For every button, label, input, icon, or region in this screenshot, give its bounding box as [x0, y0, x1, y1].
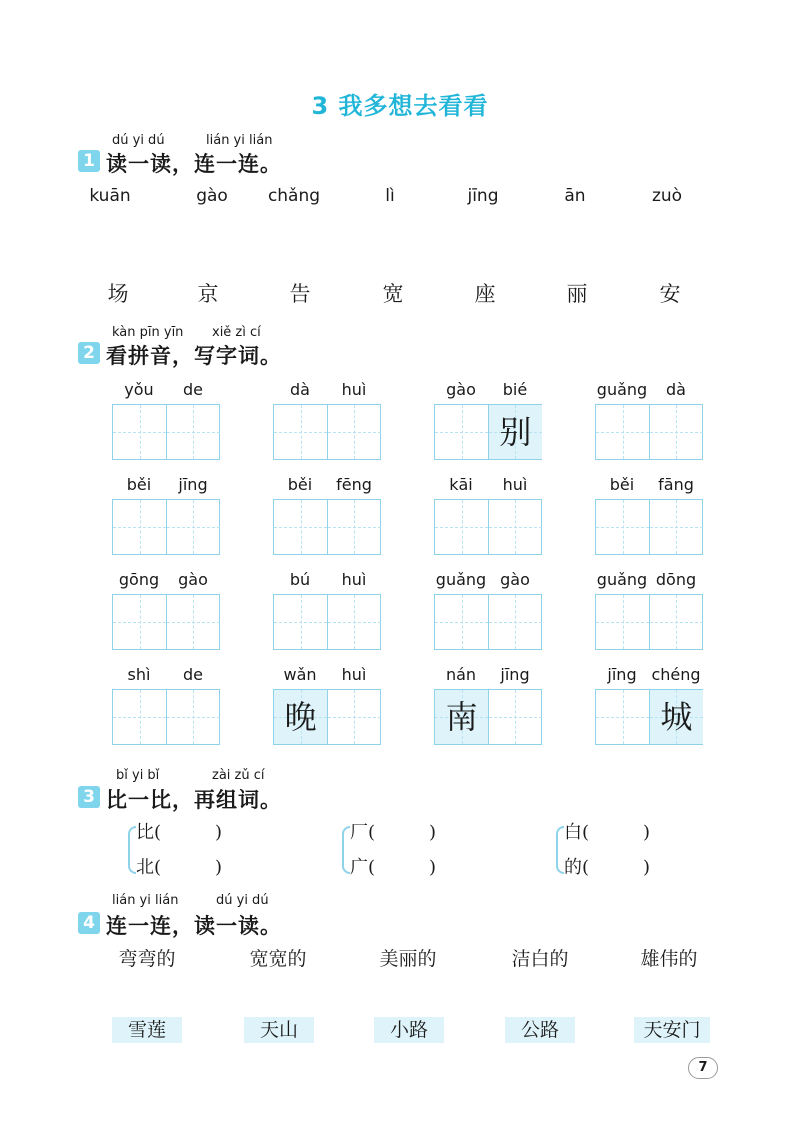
tianzige-box — [112, 594, 220, 650]
tianzige-pinyin: gào — [178, 570, 208, 589]
tianzige-cell[interactable] — [649, 690, 702, 744]
tianzige-cell[interactable] — [327, 595, 380, 649]
tianzige-cell[interactable] — [435, 690, 488, 744]
s1-pinyin-5[interactable]: jīng — [467, 186, 499, 206]
section-1-number: 1 — [78, 150, 100, 172]
tianzige-pinyin: fāng — [658, 475, 694, 494]
tianzige-pinyin: huì — [341, 570, 367, 589]
tianzige-cell[interactable] — [435, 500, 488, 554]
tianzige-pinyin: běi — [126, 475, 152, 494]
tianzige-char — [274, 595, 327, 649]
tianzige-char — [435, 500, 488, 554]
tianzige-char — [328, 690, 380, 744]
tianzige-cell[interactable] — [274, 405, 327, 459]
s1-pinyin-7[interactable]: zuò — [651, 186, 683, 206]
section-3-pinyin-b: zài zǔ cí — [212, 768, 265, 783]
s1-char-6[interactable]: 丽 — [566, 282, 588, 306]
s4-top-4[interactable]: 洁白的 — [511, 948, 569, 970]
tianzige-char — [113, 405, 166, 459]
tianzige-cell[interactable] — [327, 690, 380, 744]
section-2-pinyin-b: xiě zì cí — [212, 325, 261, 340]
tianzige-pinyin: běi — [609, 475, 635, 494]
tianzige-cell[interactable] — [596, 405, 649, 459]
tianzige-box — [434, 404, 542, 460]
section-1-pinyin-a: dú yi dú — [112, 133, 165, 148]
tianzige-cell[interactable] — [274, 595, 327, 649]
tianzige-box — [595, 499, 703, 555]
tianzige-pinyin: běi — [287, 475, 313, 494]
tianzige-pinyin: kāi — [449, 475, 473, 494]
tianzige-pinyin: yǒu — [124, 380, 154, 399]
s3-item-1b[interactable]: 北( ) — [136, 857, 223, 878]
tianzige-char — [596, 500, 649, 554]
s4-top-3[interactable]: 美丽的 — [379, 948, 437, 970]
tianzige-char — [596, 690, 649, 744]
section-2-title: 看拼音，写字词。 — [106, 344, 282, 368]
tianzige-cell[interactable] — [166, 595, 219, 649]
tianzige-box — [112, 499, 220, 555]
tianzige-cell[interactable] — [488, 405, 541, 459]
s1-char-1[interactable]: 场 — [107, 282, 129, 306]
s4-bottom-3[interactable]: 小路 — [374, 1017, 444, 1043]
tianzige-cell[interactable] — [327, 500, 380, 554]
tianzige-cell[interactable] — [274, 500, 327, 554]
tianzige-pinyin: nán — [445, 665, 477, 684]
tianzige-box — [434, 499, 542, 555]
tianzige-pinyin: fēng — [336, 475, 372, 494]
tianzige-char: 别 — [499, 413, 532, 451]
s4-top-1[interactable]: 弯弯的 — [118, 948, 176, 970]
section-1-title: 读一读，连一连。 — [106, 152, 282, 176]
tianzige-cell[interactable] — [113, 405, 166, 459]
section-2-number: 2 — [78, 342, 100, 364]
tianzige-box — [273, 499, 381, 555]
tianzige-char — [167, 500, 219, 554]
s1-char-7[interactable]: 安 — [659, 282, 681, 306]
s4-bottom-4[interactable]: 公路 — [505, 1017, 575, 1043]
tianzige-char — [167, 595, 219, 649]
tianzige-cell[interactable] — [596, 500, 649, 554]
tianzige-char — [489, 690, 541, 744]
tianzige-pinyin: gào — [500, 570, 530, 589]
page-number: 7 — [688, 1057, 718, 1079]
s1-char-4[interactable]: 宽 — [382, 282, 404, 306]
tianzige-pinyin: guǎng — [596, 380, 648, 399]
tianzige-char — [435, 595, 488, 649]
tianzige-pinyin: de — [183, 380, 203, 399]
s3-item-2a[interactable]: 厂( ) — [350, 822, 437, 843]
s1-pinyin-6[interactable]: ān — [564, 186, 586, 206]
section-4-pinyin-b: dú yi dú — [216, 893, 269, 908]
tianzige-pinyin: bié — [502, 380, 528, 399]
tianzige-box — [112, 404, 220, 460]
tianzige-char — [167, 405, 219, 459]
tianzige-cell[interactable] — [596, 595, 649, 649]
tianzige-box — [434, 689, 542, 745]
section-4-pinyin-a: lián yi lián — [112, 893, 179, 908]
tianzige-pinyin: gōng — [118, 570, 160, 589]
tianzige-cell[interactable] — [113, 500, 166, 554]
s4-bottom-5[interactable]: 天安门 — [634, 1017, 710, 1043]
section-3-title: 比一比，再组词。 — [106, 788, 282, 812]
tianzige-pinyin: gào — [446, 380, 476, 399]
tianzige-cell[interactable] — [488, 500, 541, 554]
s1-pinyin-2[interactable]: gào — [196, 186, 228, 206]
s4-bottom-1[interactable]: 雪莲 — [112, 1017, 182, 1043]
tianzige-pinyin: guǎng — [435, 570, 487, 589]
s4-top-2[interactable]: 宽宽的 — [249, 948, 307, 970]
tianzige-box — [595, 404, 703, 460]
tianzige-char — [435, 405, 488, 459]
tianzige-pinyin: dōng — [655, 570, 697, 589]
tianzige-cell[interactable] — [488, 595, 541, 649]
s3-item-3b[interactable]: 的( ) — [564, 857, 651, 878]
tianzige-pinyin: chéng — [651, 665, 701, 684]
tianzige-char: 南 — [445, 698, 478, 736]
section-3-pinyin-a: bǐ yi bǐ — [116, 768, 160, 783]
s1-pinyin-1[interactable]: kuān — [89, 186, 131, 206]
page-title: 3 我多想去看看 — [311, 92, 489, 120]
tianzige-char: 晚 — [284, 698, 317, 736]
tianzige-char — [596, 405, 649, 459]
tianzige-pinyin: dà — [290, 380, 310, 399]
s1-pinyin-3[interactable]: chǎng — [267, 186, 321, 206]
tianzige-pinyin: guǎng — [596, 570, 648, 589]
tianzige-char — [650, 405, 702, 459]
tianzige-box — [273, 404, 381, 460]
tianzige-cell[interactable] — [488, 690, 541, 744]
tianzige-cell[interactable] — [113, 690, 166, 744]
tianzige-cell[interactable] — [166, 405, 219, 459]
tianzige-pinyin: jīng — [178, 475, 208, 494]
s3-brace-3 — [556, 826, 564, 874]
tianzige-pinyin: huì — [502, 475, 528, 494]
tianzige-cell[interactable] — [327, 405, 380, 459]
tianzige-char — [167, 690, 219, 744]
tianzige-char — [274, 500, 327, 554]
tianzige-box — [595, 594, 703, 650]
tianzige-char — [113, 595, 166, 649]
tianzige-box — [434, 594, 542, 650]
tianzige-cell[interactable] — [596, 690, 649, 744]
tianzige-char — [650, 595, 702, 649]
tianzige-pinyin: shì — [127, 665, 151, 684]
s1-char-2[interactable]: 京 — [197, 282, 219, 306]
tianzige-pinyin: huì — [341, 665, 367, 684]
tianzige-pinyin: dà — [666, 380, 686, 399]
tianzige-pinyin: jīng — [500, 665, 530, 684]
s3-item-3a[interactable]: 白( ) — [564, 822, 651, 843]
tianzige-pinyin: huì — [341, 380, 367, 399]
tianzige-char — [328, 595, 380, 649]
tianzige-char — [274, 405, 327, 459]
tianzige-char: 城 — [660, 698, 693, 736]
tianzige-pinyin: jīng — [607, 665, 637, 684]
tianzige-box — [112, 689, 220, 745]
section-1-pinyin-b: lián yi lián — [206, 133, 273, 148]
tianzige-pinyin: bú — [289, 570, 311, 589]
tianzige-char — [113, 500, 166, 554]
s3-item-1a[interactable]: 比( ) — [136, 822, 223, 843]
s1-char-3[interactable]: 告 — [289, 282, 311, 306]
tianzige-cell[interactable] — [649, 500, 702, 554]
s4-top-5[interactable]: 雄伟的 — [640, 948, 698, 970]
section-2-pinyin-a: kàn pīn yīn — [112, 325, 184, 340]
tianzige-char — [328, 405, 380, 459]
s1-char-5[interactable]: 座 — [474, 282, 496, 306]
section-3-number: 3 — [78, 786, 100, 808]
tianzige-cell[interactable] — [435, 405, 488, 459]
tianzige-box — [595, 689, 703, 745]
tianzige-cell[interactable] — [649, 405, 702, 459]
tianzige-char — [489, 500, 541, 554]
s1-pinyin-4[interactable]: lì — [385, 186, 395, 206]
tianzige-cell[interactable] — [649, 595, 702, 649]
s3-brace-2 — [342, 826, 350, 874]
s3-item-2b[interactable]: 广( ) — [350, 857, 437, 878]
tianzige-pinyin: de — [183, 665, 203, 684]
s3-brace-1 — [128, 826, 136, 874]
tianzige-char — [596, 595, 649, 649]
tianzige-cell[interactable] — [166, 690, 219, 744]
tianzige-pinyin: wǎn — [283, 665, 317, 684]
tianzige-cell[interactable] — [435, 595, 488, 649]
s4-bottom-2[interactable]: 天山 — [244, 1017, 314, 1043]
section-4-number: 4 — [78, 912, 100, 934]
tianzige-char — [113, 690, 166, 744]
tianzige-cell[interactable] — [113, 595, 166, 649]
tianzige-cell[interactable] — [166, 500, 219, 554]
tianzige-char — [328, 500, 380, 554]
tianzige-box — [273, 689, 381, 745]
tianzige-char — [489, 595, 541, 649]
section-4-title: 连一连，读一读。 — [106, 914, 282, 938]
tianzige-char — [650, 500, 702, 554]
tianzige-cell[interactable] — [274, 690, 327, 744]
tianzige-box — [273, 594, 381, 650]
